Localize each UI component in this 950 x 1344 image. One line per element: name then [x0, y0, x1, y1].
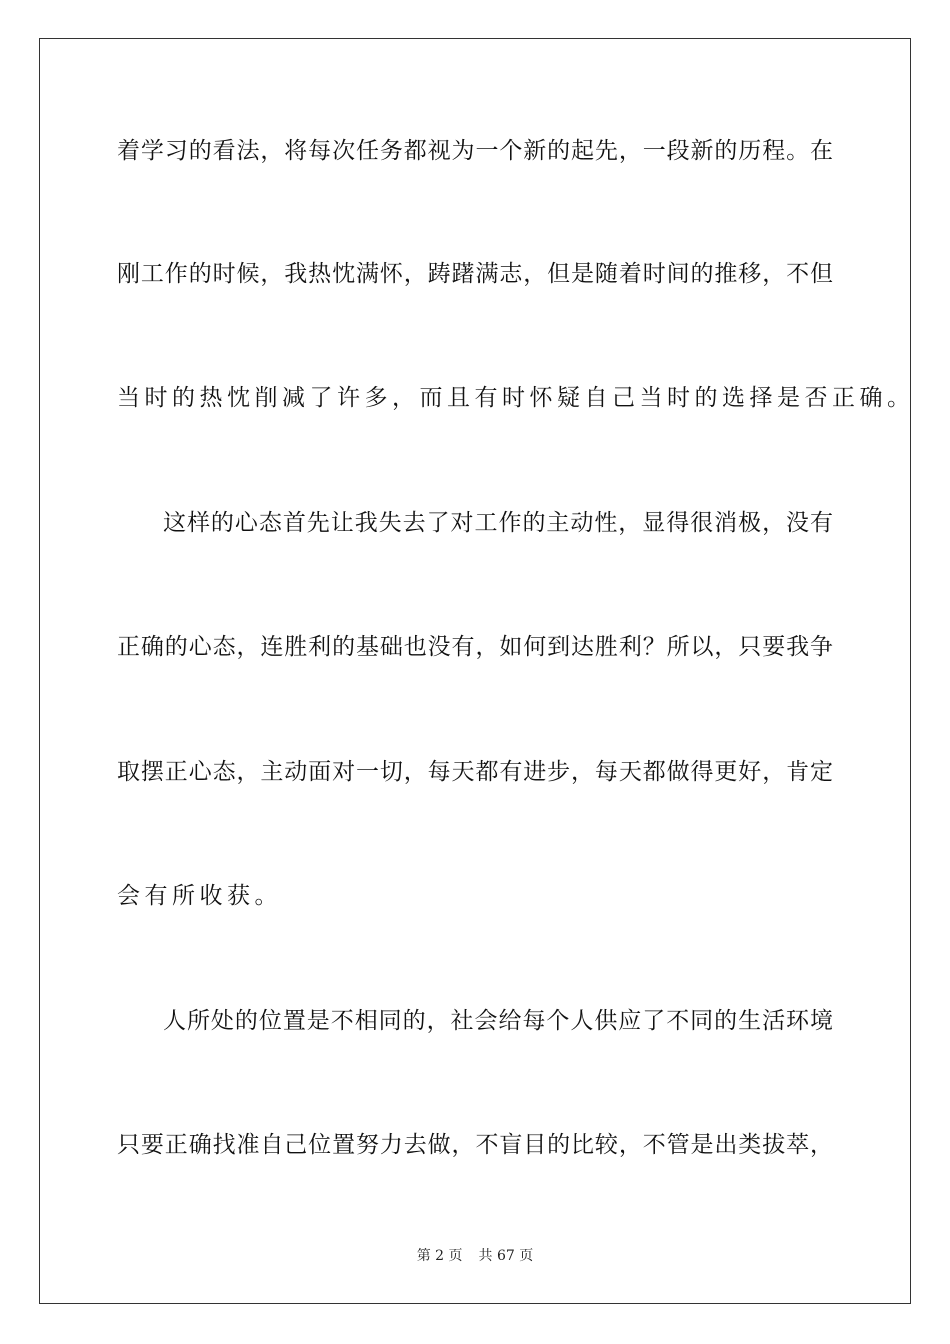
paragraph-line: 这样的心态首先让我失去了对工作的主动性，显得很消极，没有: [163, 510, 833, 536]
page-total: 共 67 页: [478, 1248, 534, 1264]
paragraph-line: 人所处的位置是不相同的，社会给每个人供应了不同的生活环境: [163, 1008, 833, 1034]
page-footer: [0, 1247, 950, 1265]
paragraph-line: 刚工作的时候，我热忱满怀，踌躇满志，但是随着时间的推移，不但: [117, 261, 833, 287]
paragraph-line: 取摆正心态，主动面对一切，每天都有进步，每天都做得更好，肯定: [117, 759, 833, 785]
paragraph-line: 正确的心态，连胜利的基础也没有，如何到达胜利？所以，只要我争: [117, 634, 833, 660]
paragraph-line: 会有所收获。: [117, 883, 282, 909]
paragraph-line: 当时的热忱削减了许多，而且有时怀疑自己当时的选择是否正确。: [117, 385, 915, 411]
paragraph-line: 只要正确找准自己位置努力去做，不盲目的比较，不管是出类拔萃，: [117, 1132, 833, 1158]
page-number: 第 2 页: [416, 1248, 463, 1264]
page-border: [39, 38, 915, 1304]
paragraph-line: 着学习的看法，将每次任务都视为一个新的起先，一段新的历程。在: [117, 138, 833, 164]
